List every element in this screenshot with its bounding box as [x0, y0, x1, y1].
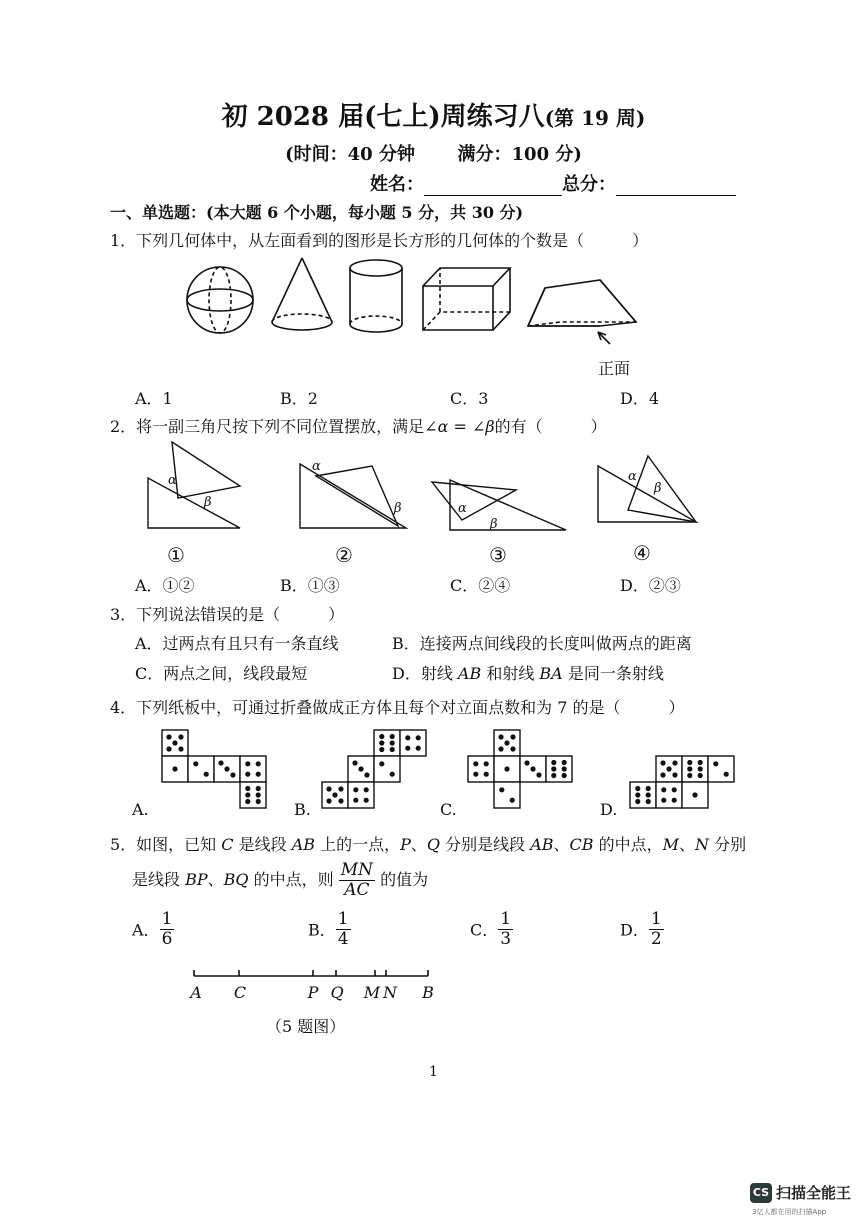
q5-b-num: 1 [337, 909, 349, 929]
die-pip [562, 773, 567, 778]
die-pip [672, 798, 677, 803]
point-c-label: C [233, 983, 247, 1002]
q4-option-d[interactable]: D. [600, 800, 618, 819]
q5-d-den: 2 [650, 928, 662, 949]
die-pip [326, 798, 331, 803]
die-pip [338, 786, 343, 791]
triangular-prism-icon [528, 280, 636, 344]
q2-option-a[interactable]: A．①② [135, 576, 195, 595]
q5-l1c: 上的一点， [315, 835, 401, 854]
front-label: 正面 [598, 359, 631, 378]
fig2-label: ② [335, 543, 353, 567]
die-pip [256, 792, 261, 797]
q5-sep3: 、 [679, 835, 696, 854]
die-face [468, 756, 494, 782]
die-pip [245, 786, 250, 791]
q5-ab2: AB [530, 835, 554, 854]
q4-stem: 4．下列纸板中，可通过折叠做成正方体且每个对立面点数和为 7 的是（ ） [110, 698, 685, 717]
die-face [374, 756, 400, 782]
q2-stem [110, 414, 607, 437]
die-pip [416, 746, 421, 751]
q5-sep2: 、 [553, 835, 570, 854]
die-pip [405, 735, 410, 740]
die-pip [524, 760, 529, 765]
die-pip [635, 792, 640, 797]
q3-option-a[interactable]: A．过两点有且只有一条直线 [135, 634, 339, 653]
die-pip [724, 772, 729, 777]
die-pip [687, 766, 692, 771]
q3-d-ab: AB [457, 664, 482, 683]
die-pip [230, 772, 235, 777]
die-pip [224, 766, 229, 771]
page-number: 1 [429, 1064, 438, 1080]
die-pip [245, 761, 250, 766]
fig1-alpha: α [168, 473, 177, 488]
die-pip [390, 772, 395, 777]
die-pip [379, 761, 384, 766]
q4-option-c[interactable]: C. [440, 800, 457, 819]
die-pip [646, 792, 651, 797]
die-face [348, 782, 374, 808]
die-pip [635, 799, 640, 804]
q1-solids-figure [180, 252, 650, 382]
q5-bp: BP [185, 870, 208, 889]
die-pip [204, 772, 209, 777]
point-p-label: P [307, 983, 319, 1002]
q5-segment-figure [180, 962, 450, 1008]
fig3-label: ③ [489, 543, 507, 567]
time-info: (时间：40 分钟 [285, 144, 415, 165]
q5-b-den: 4 [337, 928, 349, 949]
die-pip [510, 734, 515, 739]
die-pip [364, 787, 369, 792]
title-main: 初 2028 届(七上)周练习八 [221, 102, 545, 132]
point-m-label: M [363, 983, 381, 1002]
q2-option-d[interactable]: D．②③ [620, 576, 681, 595]
die-pip [379, 747, 384, 752]
die-pip [672, 787, 677, 792]
die-pip [326, 786, 331, 791]
q5-c: C [221, 835, 234, 854]
page-subtitle [0, 140, 867, 166]
q1-option-c[interactable]: C．3 [450, 389, 489, 408]
die-pip [473, 772, 478, 777]
q5-bq: BQ [223, 870, 249, 889]
q5-l1b: 是线段 [233, 835, 292, 854]
q1-option-a[interactable]: A．1 [135, 389, 173, 408]
q2-stem-math: ∠α = ∠β [424, 417, 495, 436]
die-pip [332, 792, 337, 797]
q1-option-b[interactable]: B．2 [280, 389, 318, 408]
die-pip [646, 799, 651, 804]
die-pip [530, 766, 535, 771]
cuboid-icon [423, 268, 510, 330]
point-q-label: Q [330, 983, 344, 1002]
die-pip [353, 787, 358, 792]
camscanner-name: 扫描全能王 [776, 1184, 852, 1202]
q2-stem-post: 的有（ ） [494, 417, 607, 436]
q4-option-b[interactable]: B. [294, 800, 311, 819]
q5-cb: CB [569, 835, 594, 854]
die-pip [484, 761, 489, 766]
die-pip [692, 792, 697, 797]
die-pip [256, 799, 261, 804]
q2-stem-pre: 2．将一副三角尺按下列不同位置摆放，满足 [110, 417, 425, 436]
die-pip [672, 772, 677, 777]
die-pip [510, 746, 515, 751]
q5-n: N [695, 835, 710, 854]
fig2-beta: β [394, 501, 402, 516]
q5-c-den: 3 [500, 928, 512, 949]
q4-option-a[interactable]: A. [132, 800, 149, 819]
die-pip [352, 760, 357, 765]
die-pip [698, 760, 703, 765]
point-a-label: A [190, 983, 202, 1002]
q5-l1a: 5．如图，已知 [110, 835, 222, 854]
q5-d-letter: D． [620, 920, 649, 940]
point-n-label: N [383, 983, 397, 1002]
q5-l1d: 分别是线段 [440, 835, 531, 854]
die-pip [166, 746, 171, 751]
die-pip [504, 766, 509, 771]
frac-num: MN [340, 860, 373, 881]
camscanner-tagline: 3亿人都在用的扫描App [752, 1208, 827, 1216]
q5-m: M [662, 835, 680, 854]
q3-d-mid: 和射线 [481, 664, 540, 683]
q5-option-a[interactable] [132, 910, 174, 948]
fig4-beta: β [654, 481, 662, 496]
die-pip [178, 734, 183, 739]
die-pip [172, 766, 177, 771]
q1-option-d[interactable]: D．4 [620, 389, 660, 408]
die-pip [256, 786, 261, 791]
die-pip [390, 740, 395, 745]
total-field[interactable] [616, 177, 736, 196]
dice-net-b [322, 730, 426, 808]
die-pip [687, 773, 692, 778]
dice-net-d [630, 756, 734, 808]
die-pip [379, 740, 384, 745]
q5-c-letter: C． [470, 920, 499, 940]
name-row [370, 170, 736, 196]
figure-3 [432, 480, 566, 530]
die-face [546, 756, 572, 782]
die-face [240, 782, 266, 808]
die-pip [218, 760, 223, 765]
die-pip [256, 761, 261, 766]
die-pip [353, 798, 358, 803]
die-pip [646, 786, 651, 791]
sphere-icon [187, 267, 253, 333]
cylinder-icon [350, 260, 402, 332]
q5-a-letter: A． [132, 920, 160, 940]
q5-b-letter: B． [308, 920, 336, 940]
name-label: 姓名： [370, 174, 424, 195]
fig3-beta: β [490, 517, 498, 532]
die-pip [536, 772, 541, 777]
q5-l1f: 分别 [709, 835, 747, 854]
die-pip [358, 766, 363, 771]
die-pip [499, 787, 504, 792]
q5-l1e: 的中点， [593, 835, 663, 854]
figure-4 [598, 456, 696, 522]
die-pip [484, 772, 489, 777]
score-info: 满分：100 分) [457, 144, 582, 165]
q5-line1 [110, 832, 746, 855]
q3-option-d[interactable] [392, 661, 664, 684]
q5-option-c[interactable] [470, 910, 513, 948]
die-face [656, 782, 682, 808]
die-pip [562, 766, 567, 771]
die-pip [473, 761, 478, 766]
die-pip [551, 760, 556, 765]
q5-l2c: 的值为 [380, 870, 429, 889]
fig4-label: ④ [633, 541, 651, 565]
dice-net-c [468, 730, 572, 808]
die-pip [635, 786, 640, 791]
die-pip [178, 746, 183, 751]
camscanner-watermark [750, 1182, 851, 1203]
q5-d-num: 1 [650, 909, 662, 929]
die-pip [379, 734, 384, 739]
die-pip [510, 798, 515, 803]
q5-sep1: 、 [410, 835, 427, 854]
die-pip [551, 766, 556, 771]
fig1-label: ① [167, 543, 185, 567]
q5-a-num: 1 [161, 909, 173, 929]
frac-den: AC [344, 880, 370, 900]
die-pip [713, 761, 718, 766]
die-pip [661, 798, 666, 803]
die-pip [498, 734, 503, 739]
die-pip [245, 792, 250, 797]
fig1-beta: β [204, 495, 212, 510]
fig3-alpha: α [458, 501, 467, 516]
die-pip [666, 766, 671, 771]
die-pip [661, 787, 666, 792]
die-pip [256, 772, 261, 777]
die-pip [166, 734, 171, 739]
die-face [494, 782, 520, 808]
dice-net-a [162, 730, 266, 808]
die-pip [660, 760, 665, 765]
fig4-alpha: α [628, 469, 637, 484]
die-pip [660, 772, 665, 777]
q5-line2 [132, 860, 428, 900]
q3-d-post: 是同一条射线 [562, 664, 664, 683]
die-face [188, 756, 214, 782]
die-face [374, 730, 400, 756]
q5-l2a: 是线段 [132, 870, 186, 889]
die-face [400, 730, 426, 756]
page-title [0, 96, 867, 133]
die-pip [698, 773, 703, 778]
die-pip [364, 772, 369, 777]
name-field[interactable] [424, 177, 562, 196]
die-pip [172, 740, 177, 745]
q3-d-pre: D．射线 [392, 664, 458, 683]
die-face [240, 756, 266, 782]
q5-sep4: 、 [207, 870, 224, 889]
q5-a-den: 6 [161, 928, 173, 949]
die-pip [338, 798, 343, 803]
total-label: 总分： [562, 174, 616, 195]
q5-caption: （5 题图） [266, 1017, 346, 1036]
q5-p: P [400, 835, 411, 854]
die-pip [390, 747, 395, 752]
q2-option-b[interactable]: B．①③ [280, 576, 340, 595]
q2-option-c[interactable]: C．②④ [450, 576, 511, 595]
q5-l2b: 的中点，则 [248, 870, 334, 889]
q5-fraction [339, 861, 375, 899]
die-face [708, 756, 734, 782]
q3-option-b[interactable]: B．连接两点间线段的长度叫做两点的距离 [392, 634, 692, 653]
q2-triangle-figures [140, 436, 710, 568]
die-pip [562, 760, 567, 765]
die-pip [504, 740, 509, 745]
die-pip [193, 761, 198, 766]
die-pip [687, 760, 692, 765]
die-pip [245, 799, 250, 804]
q3-option-c[interactable]: C．两点之间，线段最短 [135, 664, 308, 683]
die-pip [405, 746, 410, 751]
q5-ab: AB [291, 835, 316, 854]
q5-q: Q [426, 835, 441, 854]
fig2-alpha: α [312, 459, 321, 474]
point-b-label: B [422, 983, 434, 1002]
die-face [682, 756, 708, 782]
camscanner-logo-icon: CS [750, 1183, 772, 1203]
die-face [630, 782, 656, 808]
die-pip [390, 734, 395, 739]
die-pip [498, 746, 503, 751]
section-heading: 一、单选题：(本大题 6 个小题，每小题 5 分，共 30 分) [110, 203, 524, 222]
q5-c-num: 1 [500, 909, 512, 929]
die-pip [245, 772, 250, 777]
q3-d-ba: BA [539, 664, 563, 683]
cone-icon [272, 258, 332, 330]
q5-option-d[interactable] [620, 910, 664, 948]
title-week: (第 19 周) [544, 106, 646, 130]
q5-option-b[interactable] [308, 910, 351, 948]
die-pip [364, 798, 369, 803]
die-pip [551, 773, 556, 778]
die-pip [416, 735, 421, 740]
die-pip [698, 766, 703, 771]
figure-1 [148, 442, 240, 528]
q3-stem: 3．下列说法错误的是（ ） [110, 605, 345, 624]
q1-stem: 1．下列几何体中，从左面看到的图形是长方形的几何体的个数是（ ） [110, 231, 649, 250]
die-pip [672, 760, 677, 765]
